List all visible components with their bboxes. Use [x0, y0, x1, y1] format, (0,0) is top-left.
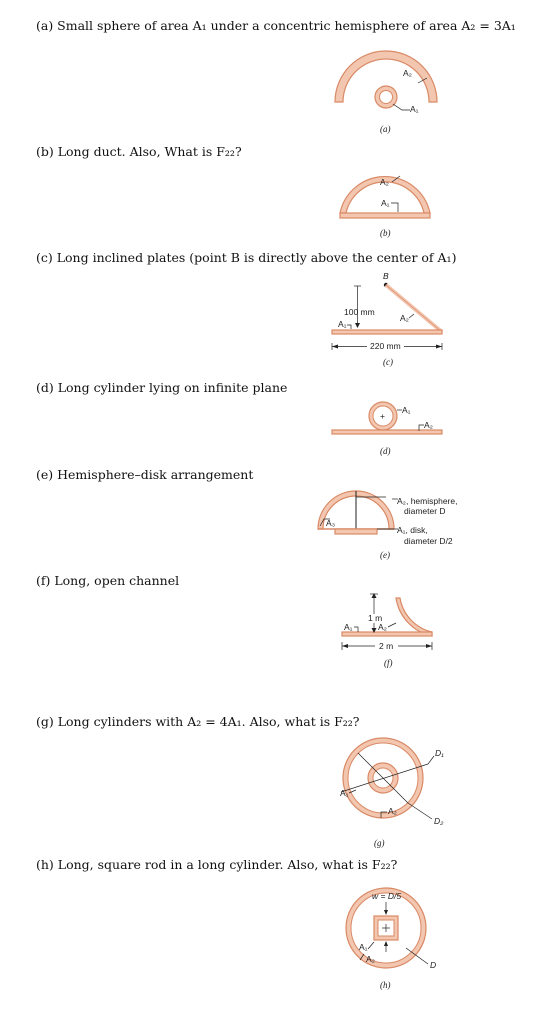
figure-a	[330, 40, 440, 140]
label-width: 220 mm	[370, 341, 401, 351]
disk-a1	[335, 529, 377, 534]
label-d: D	[430, 960, 437, 970]
figure-e	[312, 485, 492, 567]
label-a2: A₂	[366, 954, 375, 964]
caption-a: (a)	[380, 124, 391, 134]
figure-g	[328, 730, 468, 850]
problem-c-label: (c) Long inclined plates (point B is directly above the center of A₁)	[36, 250, 457, 265]
label-height: 1 m	[368, 613, 383, 623]
caption-b: (b)	[380, 228, 391, 238]
figure-c	[330, 270, 450, 376]
label-a2: A₂	[424, 420, 433, 430]
label-a2: A₂	[380, 177, 389, 187]
label-a2: A₂	[400, 313, 409, 323]
label-height: 100 mm	[344, 307, 375, 317]
label-a1: A₁	[344, 622, 353, 632]
problem-d-label: (d) Long cylinder lying on infinite plane	[36, 380, 288, 395]
label-a2: A₂	[378, 622, 387, 632]
label-point-b: B	[383, 271, 389, 281]
figure-f	[330, 590, 445, 676]
label-d1: D₁	[435, 748, 444, 758]
cylinder-center: +	[380, 411, 385, 421]
label-d2: D₂	[434, 816, 444, 826]
figure-h	[330, 880, 460, 992]
label-a1: A₁	[338, 319, 347, 329]
caption-h: (h)	[380, 980, 391, 990]
plate-a1	[332, 330, 442, 334]
figure-d	[330, 398, 445, 458]
problem-e-label: (e) Hemisphere–disk arrangement	[36, 467, 254, 482]
label-a1: A₁	[381, 198, 390, 208]
figure-b	[330, 160, 440, 238]
label-a1: A₁	[359, 942, 368, 952]
label-a2: A₂	[403, 68, 412, 78]
label-a2: A₂	[388, 806, 397, 816]
label-a3: A₃	[326, 518, 336, 528]
infinite-plane-a2	[332, 430, 442, 434]
label-a1-dim: diameter D/2	[404, 536, 453, 546]
label-a2-dim: diameter D	[404, 506, 446, 516]
label-a2-text: A₂, hemisphere,	[397, 496, 458, 506]
problem-f-label: (f) Long, open channel	[36, 573, 180, 588]
caption-e: (e)	[380, 550, 390, 560]
label-a1: A₁	[410, 104, 419, 114]
caption-f: (f)	[384, 658, 393, 668]
small-sphere-inner	[380, 91, 393, 104]
problem-g-label: (g) Long cylinders with A₂ = 4A₁. Also, what is F₂₂?	[36, 714, 360, 729]
problem-a-label: (a) Small sphere of area A₁ under a concentric hemisphere of area A₂ = 3A₁	[36, 18, 516, 33]
label-w: w = D/5	[372, 891, 402, 901]
label-a1-text: A₁, disk,	[397, 525, 428, 535]
channel-floor-a1	[342, 632, 432, 636]
duct-floor-surface	[340, 213, 430, 218]
problem-h-label: (h) Long, square rod in a long cylinder. Also, what is F₂₂?	[36, 857, 398, 872]
label-width: 2 m	[379, 641, 394, 651]
label-a1: A₁	[402, 405, 411, 415]
problem-b-label: (b) Long duct. Also, What is F₂₂?	[36, 144, 242, 159]
label-a1: A₁	[340, 788, 349, 798]
channel-curve-a2	[396, 598, 432, 636]
caption-g: (g)	[374, 838, 385, 848]
caption-c: (c)	[383, 357, 393, 367]
caption-d: (d)	[380, 446, 391, 456]
